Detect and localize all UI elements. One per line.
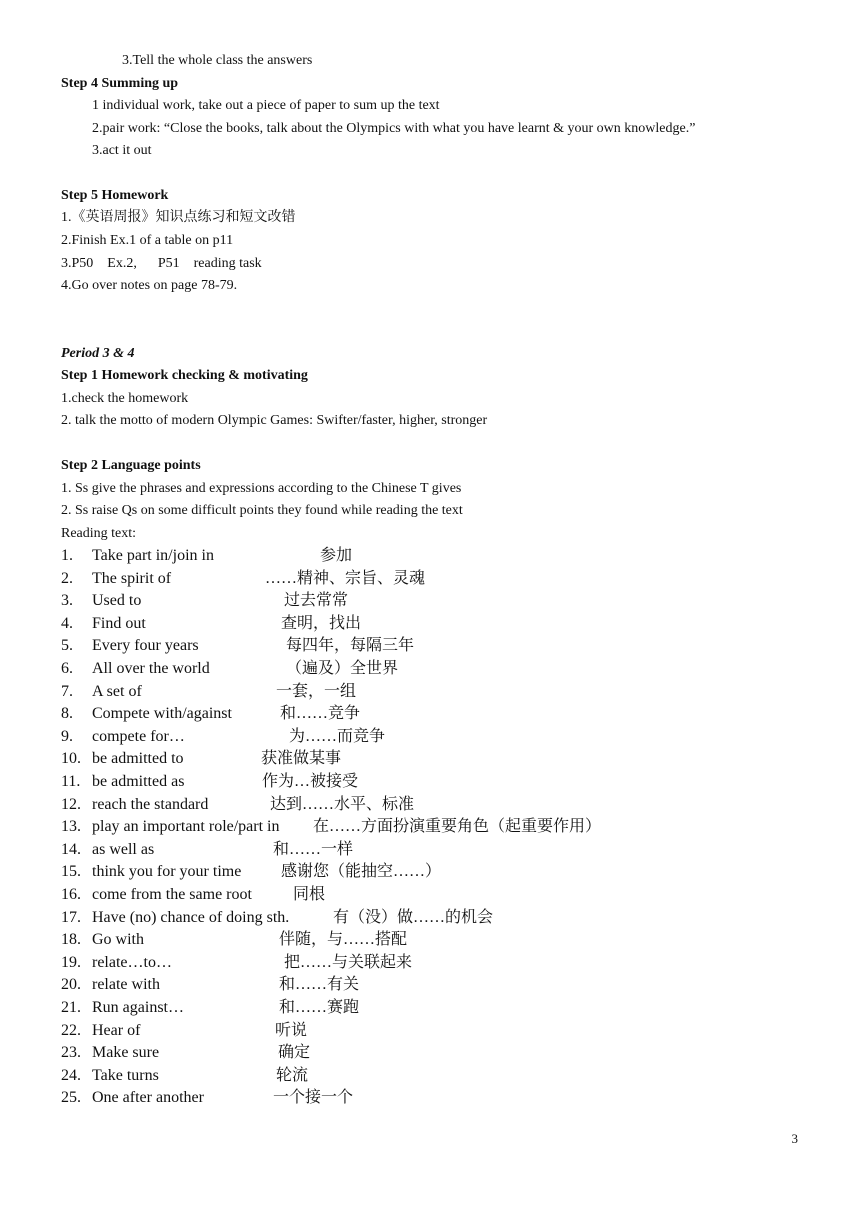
phrase-english: think you for your time — [92, 863, 242, 881]
phrase-chinese: 和……赛跑 — [279, 999, 360, 1016]
phrase-chinese: 达到……水平、标准 — [270, 795, 415, 813]
phrase-number: 13. — [61, 818, 81, 836]
phrase-number: 23. — [61, 1044, 81, 1062]
phrase-chinese: 和……有关 — [279, 976, 360, 994]
step2-item: 1. Ss give the phrases and expressions according to the Chinese T gives — [61, 481, 462, 496]
phrase-chinese: 参加 — [320, 547, 353, 564]
phrase-number: 2. — [61, 569, 73, 587]
phrase-english: Compete with/against — [92, 705, 232, 723]
step1-item: 2. talk the motto of modern Olympic Games: Swifter/faster, higher, stronger — [61, 413, 488, 428]
phrase-english: The spirit of — [92, 569, 172, 587]
step4-item: 3.act it out — [92, 143, 152, 158]
step1-item: 1.check the homework — [61, 391, 189, 406]
page-number: 3 — [791, 1131, 798, 1146]
phrase-number: 18. — [61, 931, 81, 949]
step1-heading: Step 1 Homework checking & motivating — [61, 368, 308, 383]
phrase-number: 25. — [61, 1089, 81, 1107]
phrase-english: be admitted to — [92, 750, 184, 768]
step5-item: 4.Go over notes on page 78-79. — [61, 278, 238, 293]
step4-item: 1 individual work, take out a piece of paper to sum up the text — [92, 98, 440, 113]
phrase-english: Used to — [92, 592, 142, 610]
phrase-number: 16. — [61, 886, 81, 903]
phrase-chinese: 确定 — [278, 1044, 311, 1062]
step5-item: 2.Finish Ex.1 of a table on p11 — [61, 233, 234, 248]
phrase-english: as well as — [92, 840, 155, 858]
phrase-number: 20. — [61, 976, 81, 994]
step5-heading: Step 5 Homework — [61, 188, 169, 203]
step5-item: 3.P50 Ex.2, P51 reading task — [61, 256, 262, 271]
phrase-english: be admitted as — [92, 773, 185, 790]
phrase-chinese: 轮流 — [276, 1066, 309, 1084]
phrase-number: 15. — [61, 863, 81, 881]
phrase-number: 19. — [61, 953, 81, 971]
reading-label: Reading text: — [61, 526, 137, 541]
phrase-english: Every four years — [92, 637, 199, 655]
phrase-english: Run against… — [92, 999, 184, 1016]
phrase-number: 7. — [61, 682, 73, 700]
phrase-english: Have (no) chance of doing sth. — [92, 908, 290, 926]
phrase-chinese: 同根 — [293, 886, 326, 903]
phrase-english: Make sure — [92, 1044, 160, 1062]
step4-item: 2.pair work: “Close the books, talk about the Olympics with what you have learnt & your own knowledge.” — [92, 121, 696, 136]
phrase-english: Go with — [92, 931, 144, 949]
phrase-number: 12. — [61, 795, 81, 813]
phrase-chinese: 感谢您（能抽空……） — [281, 863, 442, 881]
phrase-chinese: 为……而竞争 — [289, 727, 386, 745]
phrase-number: 9. — [61, 727, 73, 745]
phrase-chinese: 把……与关联起来 — [284, 953, 413, 971]
phrase-number: 17. — [61, 908, 81, 926]
phrase-chinese: 一个接一个 — [273, 1089, 354, 1107]
phrase-english: Find out — [92, 614, 146, 632]
phrase-number: 10. — [61, 750, 81, 768]
phrase-number: 21. — [61, 999, 81, 1016]
phrase-number: 11. — [61, 773, 81, 790]
phrase-chinese: 作为…被接受 — [262, 773, 359, 790]
phrase-chinese: 有（没）做……的机会 — [333, 908, 494, 926]
phrase-number: 14. — [61, 840, 81, 858]
phrase-english: play an important role/part in — [92, 818, 280, 836]
phrase-chinese: 伴随，与……搭配 — [279, 931, 408, 949]
phrase-chinese: 和……一样 — [273, 840, 354, 858]
phrase-chinese: 在……方面扮演重要角色（起重要作用） — [313, 818, 602, 836]
phrase-english: relate…to… — [92, 953, 172, 971]
phrase-english: One after another — [92, 1089, 204, 1107]
phrase-chinese: 一套，一组 — [276, 682, 357, 700]
phrase-english: relate with — [92, 976, 160, 994]
phrase-english: Take turns — [92, 1066, 159, 1084]
intro-line: 3.Tell the whole class the answers — [122, 53, 313, 68]
step4-heading: Step 4 Summing up — [61, 76, 179, 91]
step5-item: 1.《英语周报》知识点练习和短文改错 — [61, 210, 296, 225]
phrase-number: 4. — [61, 614, 73, 632]
phrase-chinese: 过去常常 — [284, 592, 349, 610]
phrase-number: 3. — [61, 592, 73, 610]
phrase-english: A set of — [92, 682, 142, 700]
period-heading: Period 3 & 4 — [61, 346, 135, 361]
phrase-number: 24. — [61, 1066, 81, 1084]
phrase-number: 22. — [61, 1021, 81, 1039]
step2-heading: Step 2 Language points — [61, 458, 201, 473]
phrase-chinese: （遍及）全世界 — [286, 660, 399, 677]
phrase-chinese: ……精神、宗旨、灵魂 — [265, 569, 426, 587]
phrase-chinese: 和……竞争 — [280, 705, 361, 723]
phrase-number: 1. — [61, 547, 73, 564]
phrase-english: compete for… — [92, 727, 185, 745]
phrase-chinese: 每四年，每隔三年 — [286, 637, 415, 655]
phrase-english: come from the same root — [92, 886, 252, 903]
phrase-english: reach the standard — [92, 795, 209, 813]
phrase-number: 8. — [61, 705, 73, 723]
step2-item: 2. Ss raise Qs on some difficult points they found while reading the text — [61, 503, 463, 518]
phrase-number: 6. — [61, 660, 73, 677]
phrase-english: Hear of — [92, 1021, 141, 1039]
phrase-english: Take part in/join in — [92, 547, 214, 564]
phrase-number: 5. — [61, 637, 73, 655]
phrase-chinese: 查明，找出 — [281, 614, 362, 632]
phrase-chinese: 获准做某事 — [261, 750, 342, 768]
phrase-english: All over the world — [92, 660, 210, 677]
phrase-chinese: 听说 — [275, 1021, 308, 1039]
